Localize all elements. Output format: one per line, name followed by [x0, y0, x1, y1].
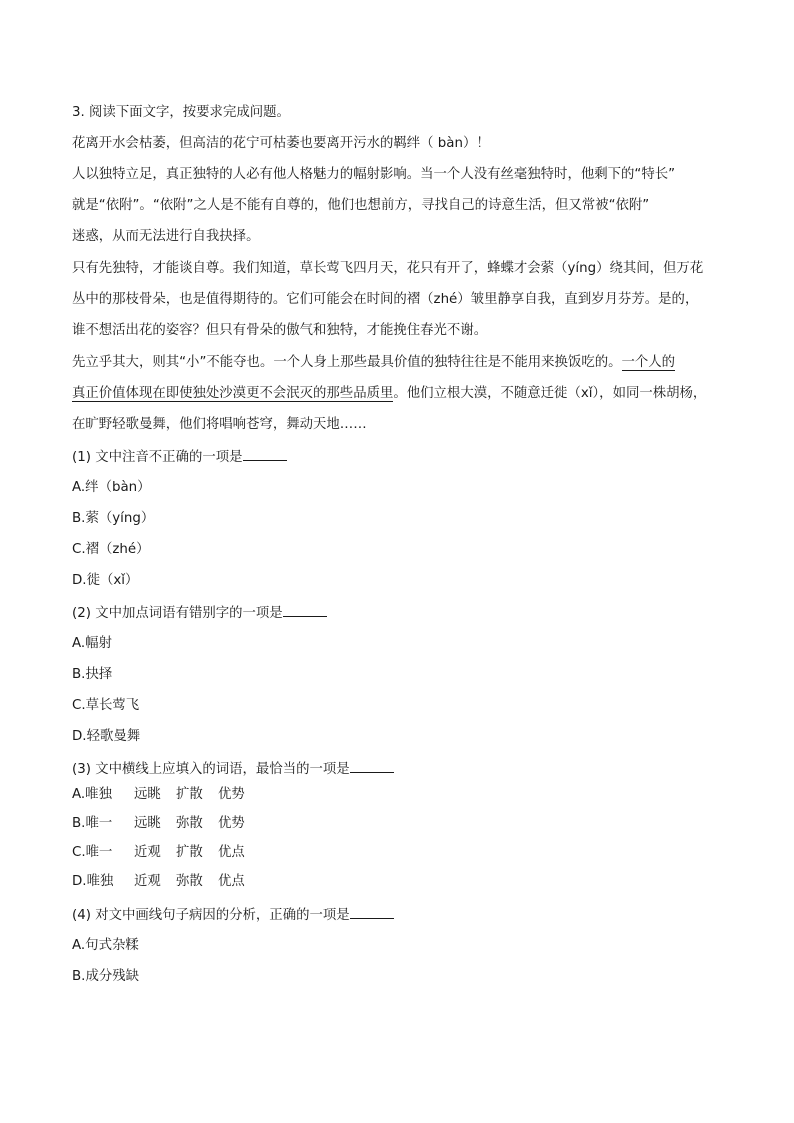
option-word: 近观 — [134, 874, 161, 889]
passage-paragraph-3-line-3: 谁不想活出花的姿容？但只有骨朵的傲气和独特，才能挽住春光不谢。 — [72, 323, 488, 338]
question-title: 3. 阅读下面文字，按要求完成问题。 — [72, 105, 290, 120]
sub3-option-d — [72, 873, 258, 891]
sub-question-1-stem — [72, 448, 287, 467]
option-word: A.唯独 — [72, 787, 112, 802]
passage-paragraph-1: 花离开水会枯萎，但高洁的花宁可枯萎也要离开污水的羁绊（ bàn）！ — [72, 136, 490, 151]
option-word: 远眺 — [134, 816, 161, 831]
sub1-option-c: C.褶（zhé） — [72, 542, 150, 557]
answer-blank — [350, 906, 394, 919]
option-word: 优点 — [218, 845, 245, 860]
option-word: D.唯独 — [72, 874, 114, 889]
sub-question-2-stem — [72, 604, 327, 623]
option-word: 远眺 — [134, 787, 161, 802]
passage-paragraph-2-line-3: 迷惑，从而无法进行自我抉择。 — [72, 229, 260, 244]
passage-paragraph-2-line-2: 就是“依附”。“依附”之人是不能有自尊的，他们也想前方，寻找自己的诗意生活，但又常被“依附” — [72, 198, 650, 213]
option-word: 优势 — [218, 787, 245, 802]
sub2-option-c: C.草长莺飞 — [72, 698, 140, 713]
option-word: C.唯一 — [72, 845, 113, 860]
sub4-option-a: A.句式杂糅 — [72, 938, 139, 953]
passage-paragraph-4-line-2 — [72, 385, 706, 403]
sub3-option-c — [72, 844, 258, 862]
option-word: 优势 — [218, 816, 245, 831]
option-word: 优点 — [218, 874, 245, 889]
passage-paragraph-4-line-1 — [72, 354, 675, 372]
sub2-option-a: A.幅射 — [72, 636, 112, 651]
passage-text: 。他们立根大漠，不随意迁徙（xǐ），如同一株胡杨， — [393, 386, 707, 401]
underlined-sentence-end: 真正价值体现在即使独处沙漠更不会泯灭的那些品质里 — [72, 386, 394, 401]
sub-question-4-stem — [72, 906, 394, 925]
sub2-option-b: B.抉择 — [72, 667, 113, 682]
sub2-option-d: D.轻歌曼舞 — [72, 729, 141, 744]
option-word: 扩散 — [176, 787, 203, 802]
passage-text: 先立乎其大，则其“小”不能夺也。一个人身上那些最具价值的独特往往是不能用来换饭吃的。 — [72, 355, 622, 370]
option-word: 弥散 — [176, 816, 203, 831]
stem-text: (4) 对文中画线句子病因的分析，正确的一项是 — [72, 908, 350, 923]
answer-blank — [243, 448, 287, 461]
sub4-option-b: B.成分残缺 — [72, 969, 140, 984]
sub1-option-a: A.绊（bàn） — [72, 480, 151, 495]
passage-paragraph-3-line-1: 只有先独特，才能谈自尊。我们知道，草长莺飞四月天，花只有开了，蜂蝶才会萦（yíng）绕其间，但万花 — [72, 261, 704, 276]
option-word: 弥散 — [176, 874, 203, 889]
option-word: 扩散 — [176, 845, 203, 860]
sub3-option-b — [72, 815, 258, 833]
passage-paragraph-2-line-1: 人以独特立足，真正独特的人必有他人格魅力的幅射影响。当一个人没有丝毫独特时，他剩下的“特长” — [72, 167, 676, 182]
sub-question-3-stem — [72, 760, 394, 779]
sub1-option-b: B.萦（yíng） — [72, 511, 155, 526]
passage-paragraph-3-line-2: 丛中的那枝骨朵，也是值得期待的。它们可能会在时间的褶（zhé）皱里静享自我，直到岁月芬芳。是的， — [72, 292, 699, 307]
underlined-sentence-start: 一个人的 — [621, 355, 676, 370]
answer-blank — [283, 604, 327, 617]
option-word: B.唯一 — [72, 816, 113, 831]
stem-text: (2) 文中加点词语有错别字的一项是 — [72, 606, 283, 621]
sub3-option-a — [72, 786, 258, 804]
stem-text: (3) 文中横线上应填入的词语，最恰当的一项是 — [72, 762, 350, 777]
sub1-option-d: D.徙（xǐ） — [72, 573, 139, 588]
option-word: 近观 — [134, 845, 161, 860]
answer-blank — [350, 760, 394, 773]
stem-text: (1) 文中注音不正确的一项是 — [72, 450, 243, 465]
passage-paragraph-4-line-3: 在旷野轻歌曼舞，他们将唱响苍穹，舞动天地…… — [72, 417, 367, 432]
